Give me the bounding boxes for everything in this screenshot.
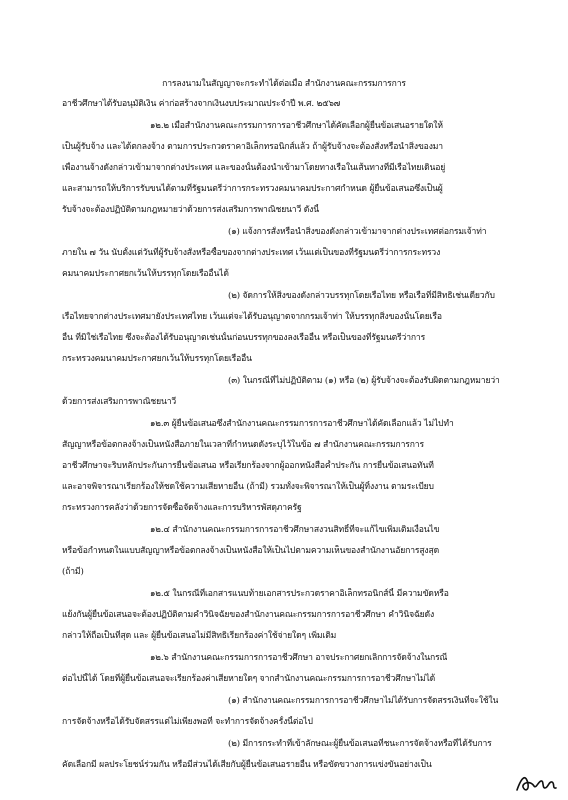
body-line: สัญญาหรือข้อตกลงจ้างเป็นหนังสือภายในเวลาที่กำหนดดังระบุไว้ในข้อ ๗ สำนักงานคณะกรรมการการ bbox=[62, 440, 424, 450]
subclause-6-1: (๑) สำนักงานคณะกรรมการการอาชีวศึกษาไม่ได้รับการจัดสรรเงินที่จะใช้ใน bbox=[228, 696, 499, 706]
body-line: เป็นผู้รับจ้าง และได้ตกลงจ้าง ตามการประกวดราคาอิเล็กทรอนิกส์แล้ว ถ้าผู้รับจ้างจะต้องสั่งหรือนำสิ่งของมา bbox=[62, 142, 443, 152]
body-line: หรือข้อกำหนดในแบบสัญญาหรือข้อตกลงจ้างเป็นหนังสือให้เป็นไปตามความเห็นของสำนักงานอัยการสูงสุด bbox=[62, 546, 440, 556]
body-line: ด้วยการส่งเสริมการพาณิชยนาวี bbox=[62, 397, 177, 407]
body-line: เรือไทยจากต่างประเทศมายังประเทศไทย เว้นแต่จะได้รับอนุญาตจากกรมเจ้าท่า ให้บรรทุกสิ่งของนั้นโดยเรือ bbox=[62, 312, 442, 322]
body-line: กล่าวให้ถือเป็นที่สุด และ ผู้ยื่นข้อเสนอไม่มีสิทธิเรียกร้องค่าใช้จ่ายใดๆ เพิ่มเติม bbox=[62, 631, 337, 641]
body-line: และสามารถให้บริการรับขนได้ตามที่รัฐมนตรีว่าการกระทรวงคมนาคมประกาศกำหนด ผู้ยื่นข้อเสนอซึ่งเป็นผู้ bbox=[62, 184, 443, 194]
body-line: (ถ้ามี) bbox=[62, 567, 84, 577]
body-line: ภายใน ๗ วัน นับตั้งแต่วันที่ผู้รับจ้างสั่งหรือซื้อของจากต่างประเทศ เว้นแต่เป็นของที่รัฐมนตรีว่าการกระทรวง bbox=[62, 248, 441, 258]
body-line: ต่อไปนี้ได้ โดยที่ผู้ยื่นข้อเสนอจะเรียกร้องค่าเสียหายใดๆ จากสำนักงานคณะกรรมการการอาชีวศึกษาไม่ได้ bbox=[62, 674, 436, 684]
header-line-1: การลงนามในสัญญาจะกระทำได้ต่อเมื่อ สำนักงานคณะกรรมการการ bbox=[162, 79, 406, 89]
clause-12-5: ๑๒.๕ ในกรณีที่เอกสารแนบท้ายเอกสารประกวดราคาอิเล็กทรอนิกส์นี้ มีความขัดหรือ bbox=[150, 589, 449, 599]
subclause-6-2: (๒) มีการกระทำที่เข้าลักษณะผู้ยื่นข้อเสนอที่ชนะการจัดจ้างหรือที่ได้รับการ bbox=[228, 739, 492, 749]
signature-drawing bbox=[514, 772, 558, 794]
subclause-1: (๑) แจ้งการสั่งหรือนำสิ่งของดังกล่าวเข้ามาจากต่างประเทศต่อกรมเจ้าท่า bbox=[228, 227, 487, 237]
clause-12-2: ๑๒.๒ เมื่อสำนักงานคณะกรรมการการอาชีวศึกษาได้คัดเลือกผู้ยื่นข้อเสนอรายใดให้ bbox=[150, 121, 443, 131]
body-line: การจัดจ้างหรือได้รับจัดสรรแต่ไม่เพียงพอที่ จะทำการจัดจ้างครั้งนี้ต่อไป bbox=[62, 717, 313, 727]
clause-12-6: ๑๒.๖ สำนักงานคณะกรรมการการอาชีวศึกษา อาจประกาศยกเลิกการจัดจ้างในกรณี bbox=[150, 653, 448, 663]
body-line: กระทรวงคมนาคมประกาศยกเว้นให้บรรทุกโดยเรืออื่น bbox=[62, 354, 252, 364]
body-line: เพื่องานจ้างดังกล่าวเข้ามาจากต่างประเทศ และของนั้นต้องนำเข้ามาโดยทางเรือในเส้นทางที่มีเรือไทยเดินอยู่ bbox=[62, 163, 446, 173]
clause-12-4: ๑๒.๔ สำนักงานคณะกรรมการการอาชีวศึกษาสงวนสิทธิ์ที่จะแก้ไขเพิ่มเติมเงื่อนไข bbox=[150, 525, 440, 535]
header-line-2: อาชีวศึกษาได้รับอนุมัติเงิน ค่าก่อสร้างจากเงินงบประมาณประจำปี พ.ศ. ๒๕๖๗ bbox=[62, 99, 341, 109]
signature-mark bbox=[514, 772, 558, 794]
body-line: อื่น ที่มิใช่เรือไทย ซึ่งจะต้องได้รับอนุญาตเช่นนั้นก่อนบรรทุกของลงเรืออื่น หรือเป็นของที่รัฐมนตรีว่าการ bbox=[62, 333, 426, 343]
clause-12-3: ๑๒.๓ ผู้ยื่นข้อเสนอซึ่งสำนักงานคณะกรรมการการอาชีวศึกษาได้คัดเลือกแล้ว ไม่ไปทำ bbox=[150, 419, 454, 429]
body-line: แย้งกันผู้ยื่นข้อเสนอจะต้องปฏิบัติตามคำวินิจฉัยของสำนักงานคณะกรรมการการอาชีวศึกษา คำวินิจฉัยดัง bbox=[62, 610, 435, 620]
body-line: และอาจพิจารณาเรียกร้องให้ชดใช้ความเสียหายอื่น (ถ้ามี) รวมทั้งจะพิจารณาให้เป็นผู้ทิ้งงาน ตามระเบียบ bbox=[62, 482, 434, 492]
subclause-2: (๒) จัดการให้สิ่งของดังกล่าวบรรทุกโดยเรือไทย หรือเรือที่มีสิทธิเช่นเดียวกับ bbox=[228, 291, 495, 301]
body-line: อาชีวศึกษาจะริบหลักประกันการยื่นข้อเสนอ หรือเรียกร้องจากผู้ออกหนังสือค้ำประกัน การยื่นข้อเสนอทันที bbox=[62, 461, 434, 471]
body-line: คมนาคมประกาศยกเว้นให้บรรทุกโดยเรืออื่นได้ bbox=[62, 269, 229, 279]
body-line: รับจ้างจะต้องปฏิบัติตามกฎหมายว่าด้วยการส่งเสริมการพาณิชยนาวี ดังนี้ bbox=[62, 205, 319, 215]
body-line: คัดเลือกมี ผลประโยชน์ร่วมกัน หรือมีส่วนได้เสียกับผู้ยื่นข้อเสนอรายอื่น หรือขัดขวางการแข่งขันอย่างเป็น bbox=[62, 760, 432, 770]
subclause-3: (๓) ในกรณีที่ไม่ปฏิบัติตาม (๑) หรือ (๒) ผู้รับจ้างจะต้องรับผิดตามกฎหมายว่า bbox=[228, 376, 500, 386]
body-line: กระทรวงการคลังว่าด้วยการจัดซื้อจัดจ้างและการบริหารพัสดุภาครัฐ bbox=[62, 503, 302, 513]
